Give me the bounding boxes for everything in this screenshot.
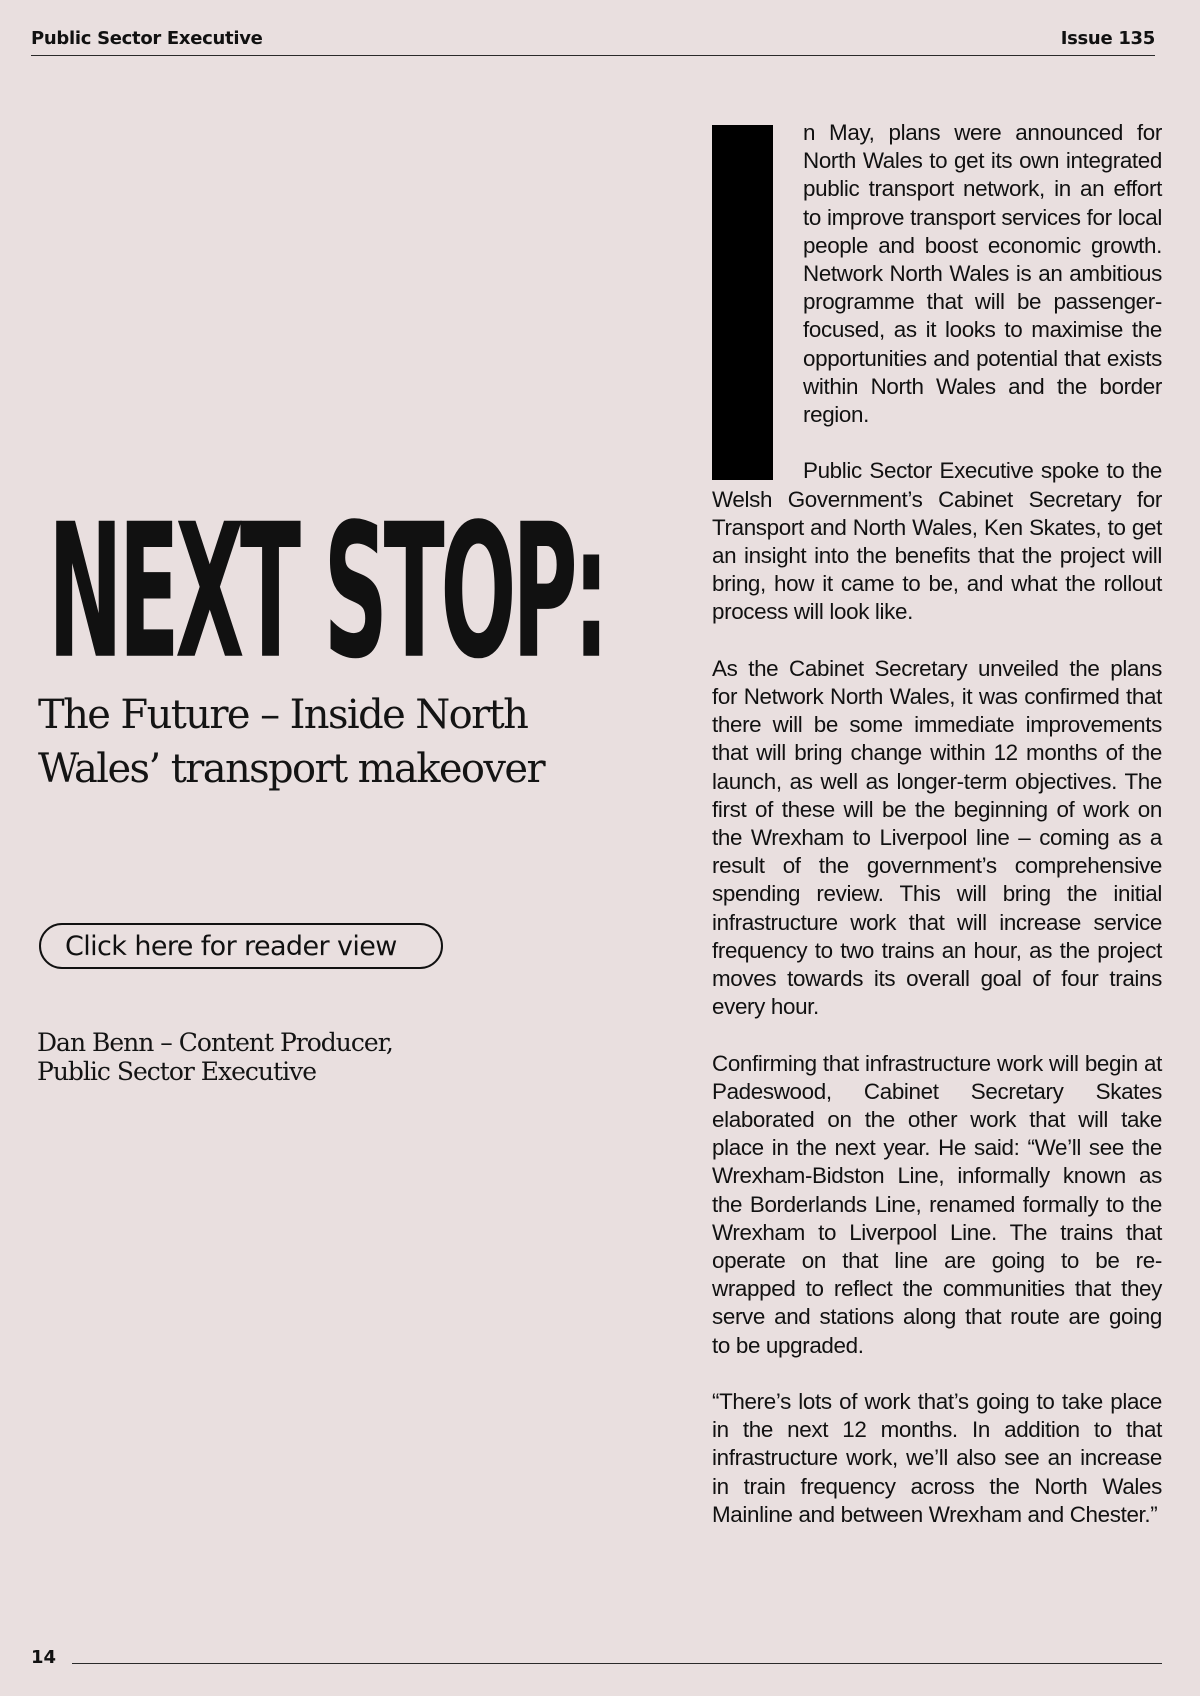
feature-subtitle: The Future – Inside North Wales’ transport makeover xyxy=(38,692,544,792)
article-paragraph xyxy=(712,119,1162,429)
feature-headline xyxy=(48,500,628,685)
publication-name: Public Sector Executive xyxy=(31,28,263,49)
article-body xyxy=(712,119,1162,1557)
byline xyxy=(37,1028,597,1086)
footer-divider xyxy=(72,1663,1162,1664)
drop-cap xyxy=(712,125,773,480)
article-paragraph: Public Sector Executive spoke to the Welsh Government’s Cabinet Secretary for Transport and North Wales, Ken Skates, to get an insight into the benefits that the project will bring, how it came to be, and what the rollout process will look like. xyxy=(712,458,1162,625)
issue-number: Issue 135 xyxy=(1060,28,1155,49)
page-header xyxy=(31,28,1155,56)
paragraph-text: n May, plans were announced for North Wales to get its own integrated public transport network, in an effort to improve transport services for local people and boost economic growth. Network North Wales is an ambitious programme that will be passenger-focused, as it looks to maximise the opportunities and potential that exists within North Wales and the border region. xyxy=(803,120,1162,428)
byline-organisation: Public Sector Executive xyxy=(37,1057,316,1086)
article-paragraph: As the Cabinet Secretary unveiled the plans for Network North Wales, it was confirmed that there will be some immediate improvements that will bring change within 12 months of the launch, as well as longer-term objectives. The first of these will be the beginning of work on the Wrexham to Liverpool line – coming as a result of the government’s comprehensive spending review. This will bring the initial infrastructure work that will increase service frequency to two trains an hour, as the project moves towards its overall goal of four trains every hour. xyxy=(712,655,1162,1020)
page-number: 14 xyxy=(31,1647,57,1668)
reader-view-button[interactable]: Click here for reader view xyxy=(39,923,443,969)
article-paragraph: Confirming that infrastructure work will begin at Padeswood, Cabinet Secretary Skates elaborated on the other work that will take place in the next year. He said: “We’ll see the Wrexham-Bidston Line, informally known as the Borderlands Line, renamed formally to the Wrexham to Liverpool Line. The trains that operate on that line are going to be re-wrapped to reflect the communities that they serve and stations along that route are going to be upgraded. xyxy=(712,1050,1162,1358)
article-paragraph: “There’s lots of work that’s going to take place in the next 12 months. In addition to that infrastructure work, we’ll also see an increase in train frequency across the North Wales Mainline and between Wrexham and Chester.” xyxy=(712,1389,1162,1527)
byline-author: Dan Benn – Content Producer, xyxy=(37,1028,393,1057)
headline-text: NEXT STOP: xyxy=(48,500,605,685)
page-footer xyxy=(31,1647,1162,1671)
